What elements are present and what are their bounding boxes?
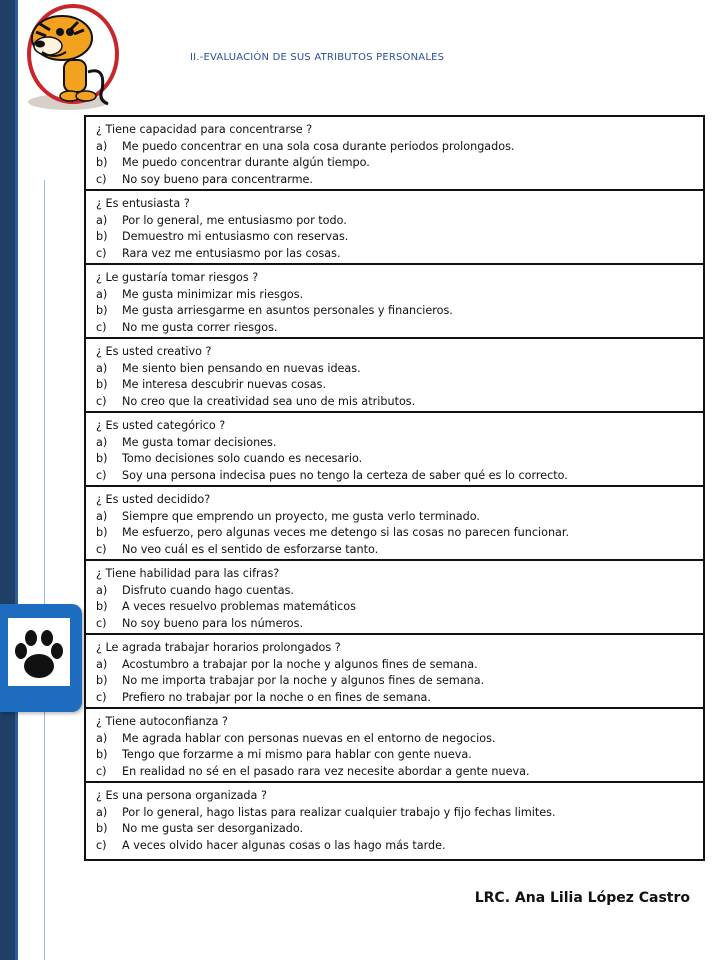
option-text: No veo cuál es el sentido de esforzarse tanto. — [122, 542, 379, 556]
option-text: Tomo decisiones solo cuando es necesario. — [122, 452, 363, 466]
paw-box — [8, 618, 70, 686]
answer-option — [96, 673, 703, 690]
answer-option — [96, 287, 703, 304]
option-letter: b) — [96, 526, 108, 540]
answer-option — [96, 361, 703, 378]
option-text: Me siento bien pensando en nuevas ideas. — [122, 361, 361, 375]
answer-option — [96, 525, 703, 542]
option-text: No me gusta ser desorganizado. — [122, 822, 304, 836]
answer-option — [96, 764, 703, 781]
option-text: En realidad no sé en el pasado rara vez necesite abordar a gente nueva. — [122, 764, 530, 778]
option-text: Me gusta minimizar mis riesgos. — [122, 287, 304, 301]
question-text: ¿ Le agrada trabajar horarios prolongados ? — [96, 641, 341, 654]
answer-option — [96, 377, 703, 394]
answer-option — [96, 468, 703, 485]
option-letter: c) — [96, 690, 107, 704]
option-text: Me interesa descubrir nuevas cosas. — [122, 378, 327, 392]
question-block — [86, 709, 703, 783]
option-letter: a) — [96, 805, 108, 819]
answer-option — [96, 542, 703, 559]
question-block — [86, 265, 703, 339]
option-text: Soy una persona indecisa pues no tengo la certeza de saber qué es lo correcto. — [122, 468, 568, 482]
answer-option — [96, 435, 703, 452]
answer-option — [96, 394, 703, 411]
option-letter: b) — [96, 230, 108, 244]
option-letter: c) — [96, 764, 107, 778]
question-block — [86, 487, 703, 561]
question-text: ¿ Tiene autoconfianza ? — [96, 715, 228, 728]
sidebar-bar — [0, 0, 15, 960]
answer-option — [96, 213, 703, 230]
option-text: Rara vez me entusiasmo por las cosas. — [122, 246, 341, 260]
option-letter: c) — [96, 394, 107, 408]
option-letter: a) — [96, 435, 108, 449]
option-letter: c) — [96, 468, 107, 482]
answer-option — [96, 838, 703, 855]
option-text: Siempre que emprendo un proyecto, me gusta verlo terminado. — [122, 509, 480, 523]
option-letter: b) — [96, 304, 108, 318]
question-text: ¿ Es entusiasta ? — [96, 197, 190, 210]
question-text: ¿ Tiene habilidad para las cifras? — [96, 567, 280, 580]
option-text: Tengo que forzarme a mi mismo para hablar con gente nueva. — [122, 748, 472, 762]
option-letter: c) — [96, 616, 107, 630]
option-letter: c) — [96, 542, 107, 556]
decorative-line — [44, 180, 45, 960]
tiger-mascot-icon — [18, 2, 128, 114]
answer-option — [96, 509, 703, 526]
answer-option — [96, 320, 703, 337]
paw-icon — [8, 618, 70, 686]
option-letter: b) — [96, 748, 108, 762]
option-text: No me importa trabajar por la noche y algunos fines de semana. — [122, 674, 485, 688]
option-text: A veces resuelvo problemas matemáticos — [122, 600, 356, 614]
option-text: Por lo general, hago listas para realizar cualquier trabajo y fijo fechas limites. — [122, 805, 556, 819]
option-text: Prefiero no trabajar por la noche o en fines de semana. — [122, 690, 431, 704]
option-text: Disfruto cuando hago cuentas. — [122, 583, 294, 597]
option-letter: c) — [96, 838, 107, 852]
paw-tab — [0, 604, 82, 712]
question-block — [86, 339, 703, 413]
option-letter: a) — [96, 139, 108, 153]
option-text: Demuestro mi entusiasmo con reservas. — [122, 230, 349, 244]
answer-option — [96, 583, 703, 600]
question-text: ¿ Es usted categórico ? — [96, 419, 226, 432]
option-text: Me agrada hablar con personas nuevas en el entorno de negocios. — [122, 731, 496, 745]
answer-option — [96, 747, 703, 764]
question-text: ¿ Tiene capacidad para concentrarse ? — [96, 123, 313, 136]
author-signature: LRC. Ana Lilia López Castro — [474, 890, 690, 906]
option-text: No soy bueno para concentrarme. — [122, 172, 313, 186]
question-block — [86, 783, 703, 859]
answer-option — [96, 599, 703, 616]
answer-option — [96, 690, 703, 707]
question-block — [86, 561, 703, 635]
answer-option — [96, 155, 703, 172]
answer-option — [96, 821, 703, 838]
option-text: Me puedo concentrar en una sola cosa durante periodos prolongados. — [122, 139, 515, 153]
option-letter: a) — [96, 287, 108, 301]
option-letter: a) — [96, 213, 108, 227]
option-letter: a) — [96, 657, 108, 671]
question-block — [86, 635, 703, 709]
option-letter: a) — [96, 361, 108, 375]
sidebar-accent — [15, 0, 18, 960]
option-letter: c) — [96, 320, 107, 334]
question-text: ¿ Es usted creativo ? — [96, 345, 212, 358]
answer-option — [96, 229, 703, 246]
option-letter: a) — [96, 583, 108, 597]
option-letter: b) — [96, 600, 108, 614]
option-text: No creo que la creatividad sea uno de mis atributos. — [122, 394, 416, 408]
option-letter: b) — [96, 452, 108, 466]
option-letter: c) — [96, 246, 107, 260]
option-letter: b) — [96, 378, 108, 392]
option-text: Me esfuerzo, pero algunas veces me detengo si las cosas no parecen funcionar. — [122, 526, 570, 540]
option-text: No me gusta correr riesgos. — [122, 320, 278, 334]
answer-option — [96, 172, 703, 189]
answer-option — [96, 303, 703, 320]
option-letter: a) — [96, 509, 108, 523]
answer-option — [96, 805, 703, 822]
question-block — [86, 413, 703, 487]
question-block — [86, 117, 703, 191]
option-text: A veces olvido hacer algunas cosas o las hago más tarde. — [122, 838, 446, 852]
question-block — [86, 191, 703, 265]
option-text: No soy bueno para los números. — [122, 616, 304, 630]
option-text: Por lo general, me entusiasmo por todo. — [122, 213, 347, 227]
question-text: ¿ Es usted decidido? — [96, 493, 211, 506]
answer-option — [96, 246, 703, 263]
question-table — [84, 115, 705, 861]
answer-option — [96, 731, 703, 748]
question-text: ¿ Es una persona organizada ? — [96, 789, 267, 802]
option-text: Acostumbro a trabajar por la noche y algunos fines de semana. — [122, 657, 478, 671]
option-letter: b) — [96, 674, 108, 688]
option-letter: c) — [96, 172, 107, 186]
option-text: Me gusta tomar decisiones. — [122, 435, 277, 449]
option-text: Me gusta arriesgarme en asuntos personales y financieros. — [122, 304, 453, 318]
option-letter: b) — [96, 156, 108, 170]
question-text: ¿ Le gustaría tomar riesgos ? — [96, 271, 259, 284]
option-letter: a) — [96, 731, 108, 745]
answer-option — [96, 139, 703, 156]
option-text: Me puedo concentrar durante algún tiempo. — [122, 156, 370, 170]
section-title: II.-EVALUACIÓN DE SUS ATRIBUTOS PERSONALES — [190, 52, 445, 63]
option-letter: b) — [96, 822, 108, 836]
answer-option — [96, 657, 703, 674]
answer-option — [96, 451, 703, 468]
answer-option — [96, 616, 703, 633]
